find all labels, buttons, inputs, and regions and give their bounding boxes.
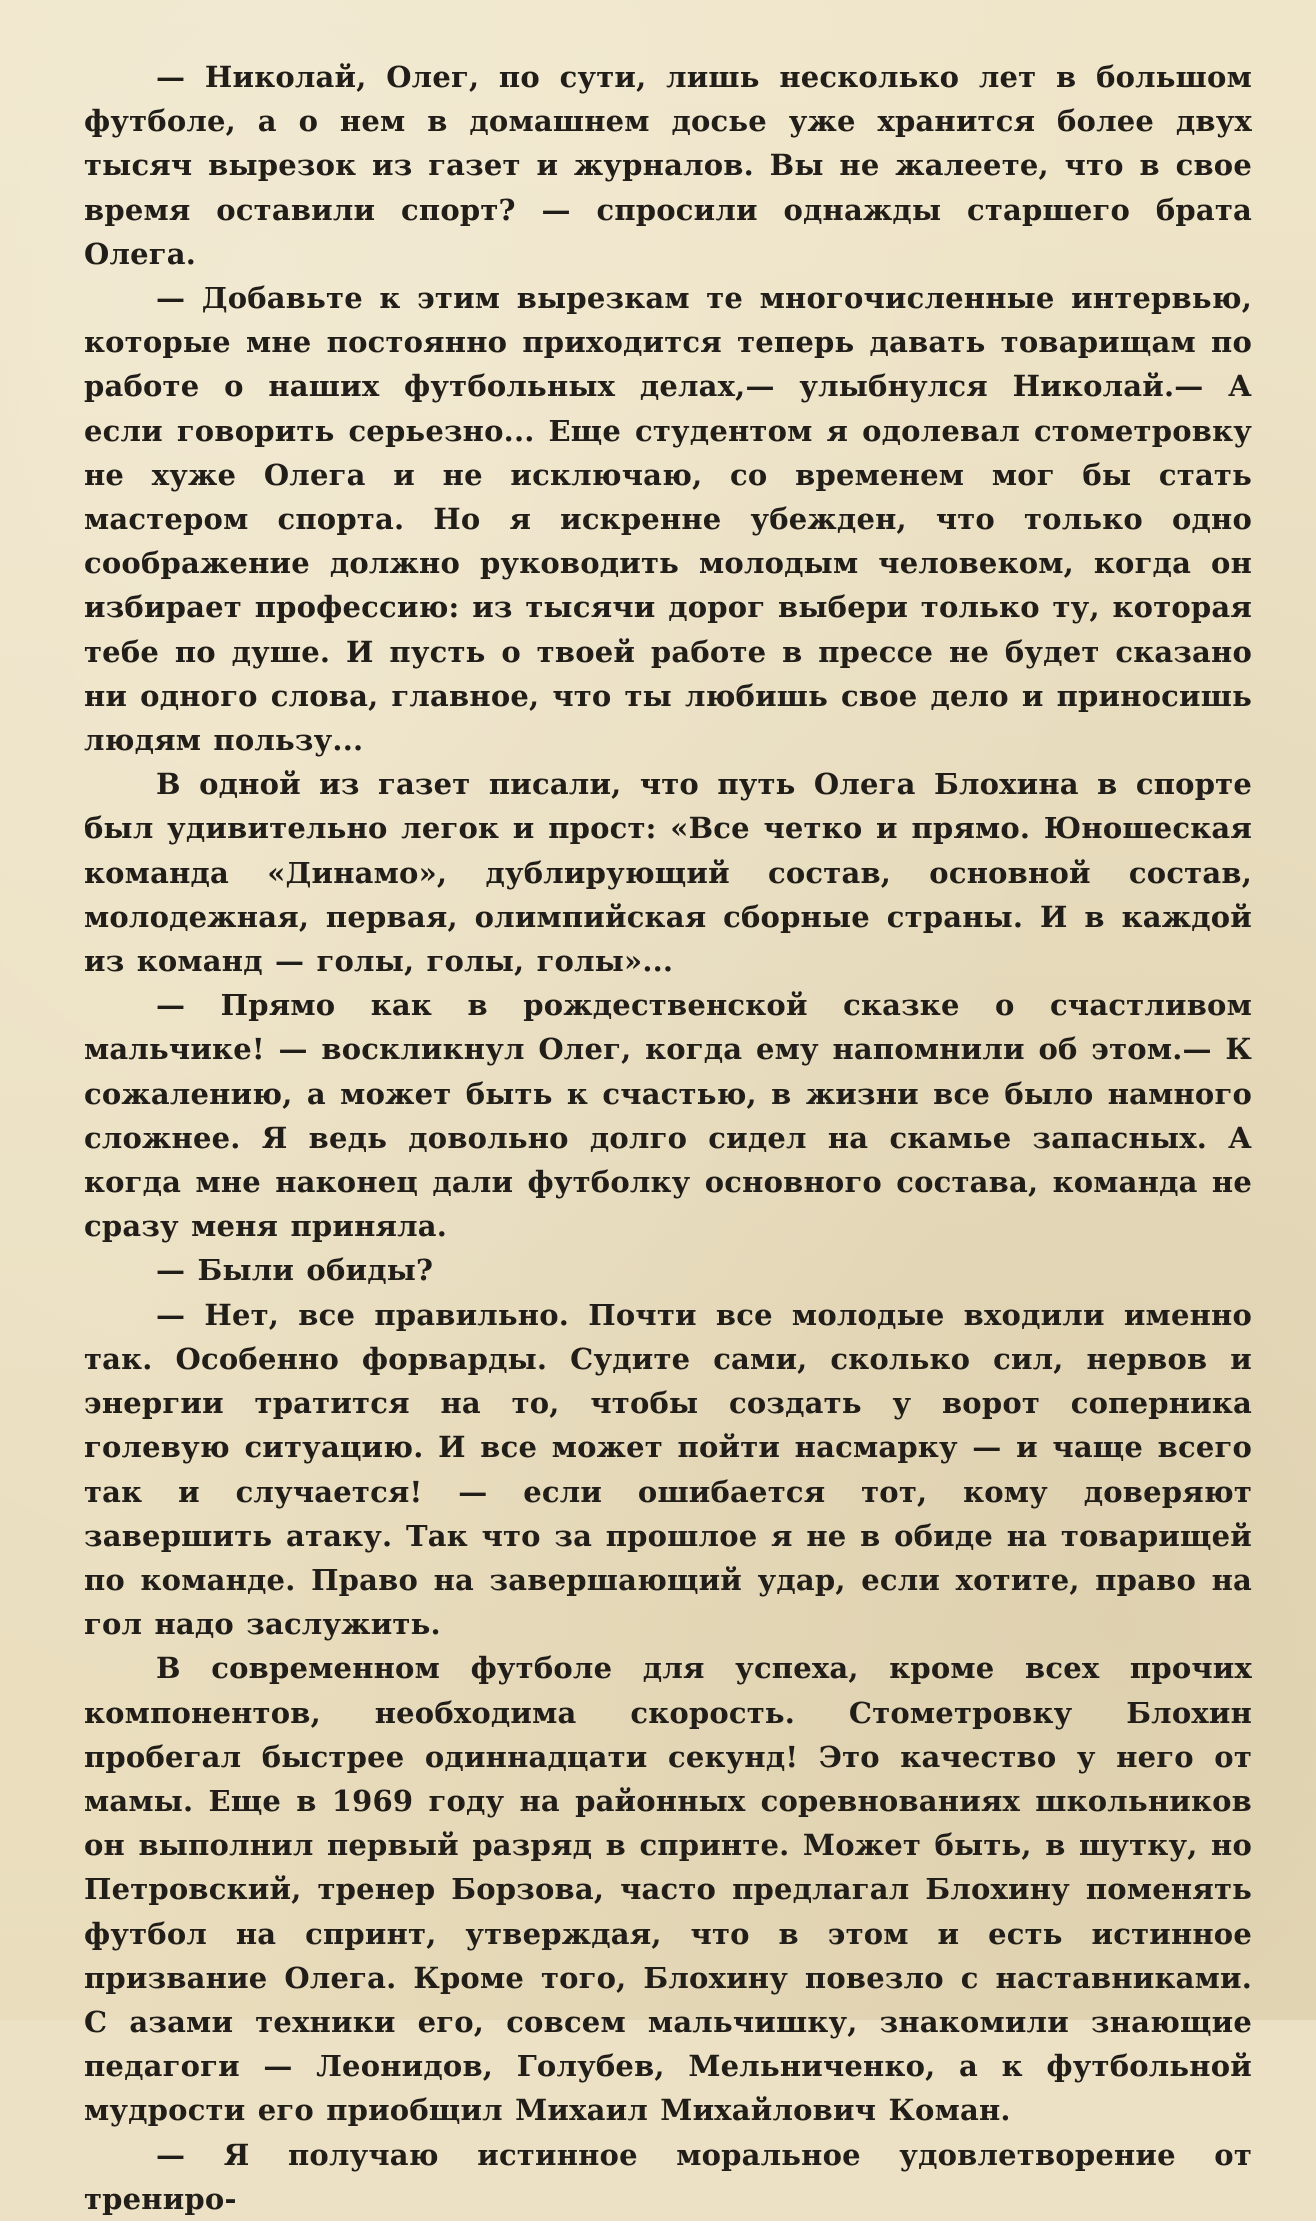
paragraph-4: — Прямо как в рождественской сказке о счастливом мальчике! — воскликнул Олег, когда ему напомнили об этом.— К сожалению, а может быть к счастью, в жизни все было намного сложнее. Я ведь довольно долго сидел на скамье запасных. А когда мне наконец дали футболку основного состава, команда не сразу меня приняла. [84, 988, 1252, 1244]
paragraph-6: — Нет, все правильно. Почти все молодые входили именно так. Особенно форварды. Судите сами, сколько сил, нервов и энергии тратится на то, чтобы создать у ворот соперника голевую ситуацию. И все может пойти насмарку — и чаще всего так и случается! — если ошибается тот, кому доверяют завершить атаку. Так что за прошлое я не в обиде на товарищей по команде. Право на завершающий удар, если хотите, право на гол надо заслужить. [84, 1297, 1252, 1642]
paragraph-2: — Добавьте к этим вырезкам те многочисленные интервью, которые мне постоянно приходится теперь давать товарищам по работе о наших футбольных делах,— улыбнулся Николай.— А если говорить серьезно... Еще студентом я одолевал стометровку не хуже Олега и не исключаю, со временем мог бы стать мастером спорта. Но я искренне убежден, что только одно соображение должно руководить молодым человеком, когда он избирает профессию: из тысячи дорог выбери только ту, которая тебе по душе. И пусть о твоей работе в прессе не будет сказано ни одного слова, главное, что ты любишь свое дело и приносишь людям пользу... [84, 281, 1252, 758]
paragraph-1: — Николай, Олег, по сути, лишь несколько лет в большом футболе, а о нем в домашнем досье уже хранится более двух тысяч вырезок из газет и журналов. Вы не жалеете, что в свое время оставили спорт? — спросили однажды старшего брата Олега. [84, 60, 1252, 271]
paragraph-3: В одной из газет писали, что путь Олега Блохина в спорте был удивительно легок и прост: «Все четко и прямо. Юношеская команда «Динамо», дублирующий состав, основной состав, молодежная, первая, олимпийская сборные страны. И в каждой из команд — голы, голы, голы»... [84, 767, 1252, 979]
paragraph-8: — Я получаю истинное моральное удовлетворение от трениро- [84, 2137, 1252, 2216]
page-text [84, 55, 1252, 2221]
paragraph-5: — Были обиды? [156, 1253, 434, 1288]
paragraph-7: В современном футболе для успеха, кроме всех прочих компонентов, необходима скорость. Стометровку Блохин пробегал быстрее одиннадцати секунд! Это качество у него от мамы. Еще в 1969 году на районных соревнованиях школьников он выполнил первый разряд в спринте. Может быть, в шутку, но Петровский, тренер Борзова, часто предлагал Блохину поменять футбол на спринт, утверждая, что в этом и есть истинное призвание Олега. Кроме того, Блохину повезло с наставниками. С азами техники его, совсем мальчишку, знакомили знающие педагоги — Леонидов, Голубев, Мельниченко, а к футбольной мудрости его приобщил Михаил Михайлович Коман. [84, 1651, 1252, 2128]
